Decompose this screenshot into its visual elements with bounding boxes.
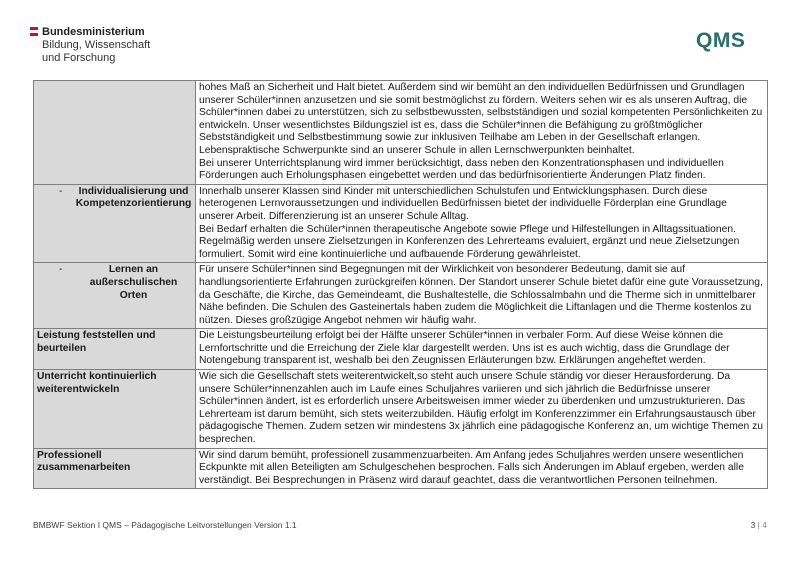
austria-flag-icon — [30, 27, 38, 65]
current-page: 3 — [750, 520, 756, 530]
row-label-cell — [34, 329, 196, 370]
ministry-logo — [30, 26, 150, 65]
row-label: Individualisierung und Kompetenzorientierung — [75, 185, 192, 210]
page-separator: | — [757, 520, 760, 530]
table-row — [34, 184, 768, 263]
row-label-cell — [34, 81, 196, 185]
row-content-cell — [196, 263, 768, 329]
content-table — [33, 80, 768, 489]
row-content-cell — [196, 370, 768, 449]
paragraph: Wir sind darum bemüht, professionell zusammenzuarbeiten. Am Anfang jedes Schuljahres werden unsere wesentlichen Eckpunkte mit allen Beteiligten am Schulgeschehen besprochen. Falls sich Änderungen im Ablauf ergeben, werden alle verständigt. Bei Besprechungen in Präsenz wird darauf geachtet, dass die verantwortlichen Personen teilnehmen. — [199, 449, 744, 486]
paragraph: Für unsere Schüler*innen sind Begegnungen mit der Wirklichkeit von besonderer Bedeutung, damit sie auf handlungsorientierte Erfahrungen zurückgreifen können. Der Standort unserer Schule bietet dafür eine gute Voraussetzung, da Geschäfte, die Kirche, das Gemeindeamt, die Bushaltestelle, die Schlossalmbahn und die Therme sich in unmittelbarer Nähe befinden. Die Schulen des Gasteinertals haben zudem die Möglichkeit die Liftanlagen und die Therme kostenlos zu nützen. Dieses großzügige Angebot nehmen wir häufig wahr. — [199, 264, 763, 326]
page-number — [751, 520, 767, 530]
total-pages: 4 — [762, 520, 767, 530]
paragraph: Innerhalb unserer Klassen sind Kinder mit unterschiedlichen Schulstufen und Entwicklungsphasen. Durch diese heterogenen Lernvoraussetzungen und individuellen Bedürfnissen bietet der individuelle Förderplan eine Grundlage unserer Arbeit. Differenzierung ist an unserer Schule Alltag. — [199, 185, 727, 222]
list-dash: - — [59, 264, 63, 276]
table-row — [34, 370, 768, 449]
ministry-line-1: Bundesministerium — [42, 26, 145, 38]
row-label-cell — [34, 370, 196, 449]
footer-text: BMBWF Sektion I QMS – Pädagogische Leitvorstellungen Version 1.1 — [33, 520, 297, 530]
row-label-cell — [34, 448, 196, 489]
row-content-cell — [196, 81, 768, 185]
row-label: Leistung feststellen und beurteilen — [37, 330, 156, 354]
paragraph: Wie sich die Gesellschaft stets weiterentwickelt,so steht auch unsere Schule ständig vor dieser Herausforderung. Da unsere Schüler*innenzahlen auch im Laufe eines Schuljahres variieren und sich jährlich die Bedürfnisse unserer Schüler*innen ändert, ist es erforderlich unsere Arbeitsweisen immer wieder zu überdenken und umzustrukturieren. Das Lehrerteam ist darum bemüht, sich stets weiterzubilden. Häufig erfolgt im Konferenzzimmer ein Erfahrungsaustausch über pädagogische Themen. Zudem setzen wir mindestens 3x jährlich eine pädagogische Konferenz an, um wichtige Themen zu besprechen. — [199, 371, 763, 446]
row-label: Professionell zusammenarbeiten — [37, 449, 131, 474]
row-content-cell — [196, 329, 768, 370]
row-label: Unterricht kontinuierlich weiterentwickeln — [37, 371, 157, 395]
table-row — [34, 81, 768, 185]
ministry-line-3: und Forschung — [42, 52, 116, 64]
paragraph: Bei unserer Unterrichtsplanung wird immer berücksichtigt, dass neben den Konzentrationsphasen und individuellen Förderungen auch Erholungsphasen eingebettet werden und das bedürfnisorientierte Änderungen Platz finden. — [199, 157, 724, 182]
row-content-cell — [196, 184, 768, 263]
qms-logo: QMS — [696, 29, 746, 52]
paragraph: Die Leistungsbeurteilung erfolgt bei der Hälfte unserer Schüler*innen in verbaler Form. Auf diese Weise können die Lernfortschritte und die Erreichung der Ziele klar dargestellt werden. Uns ist es auch wichtig, dass die Grundlage der Notengebung transparent ist, weshalb bei den Zeugnissen Erläuterungen bzw. Erklärungen angeheftet werden. — [199, 330, 730, 367]
list-dash: - — [59, 185, 63, 197]
table-row — [34, 448, 768, 489]
page-header — [0, 0, 800, 80]
paragraph: Bei Bedarf erhalten die Schüler*innen therapeutische Angebote sowie Pflege und Hilfestellungen in Alltagssituationen. Regelmäßig werden unsere Zielsetzungen in Konferenzen des Lehrerteams evaluiert, ergänzt und neue Zielsetzungen formuliert. Somit wird eine kontinuierliche und aufbauende Förderung gewährleistet. — [199, 223, 740, 260]
row-label-cell — [34, 184, 196, 263]
row-content-cell — [196, 448, 768, 489]
table-row — [34, 263, 768, 329]
ministry-line-2: Bildung, Wissenschaft — [42, 39, 151, 51]
row-label: Lernen an außerschulischen Orten — [89, 264, 178, 301]
ministry-name — [42, 26, 150, 65]
row-label-cell — [34, 263, 196, 329]
table-row — [34, 329, 768, 370]
paragraph: hohes Maß an Sicherheit und Halt bietet. Außerdem sind wir bemüht an den individuellen Bedürfnissen und Grundlagen unserer Schüler*innen anzusetzen und sie somit bestmöglichst zu fördern. Weiters sehen wir es als unseren Auftrag, die Schüler*innen dabei zu unterstützen, sich zu selbstbewussten, selbstständigen und sozial kompetenten Persönlichkeiten zu entwickeln. Unser wesentlichstes Bildungsziel ist es, dass die Schüler*innen die Befähigung zu größtmöglicher Sebstständigkeit und Selbstbestimmung sowie zur inklusiven Teilhabe am Leben in der Gesellschaft erlangen. Lebenspraktische Schwerpunkte sind an unserer Schule in allen Lernschwerpunkten beinhaltet. — [199, 82, 763, 156]
